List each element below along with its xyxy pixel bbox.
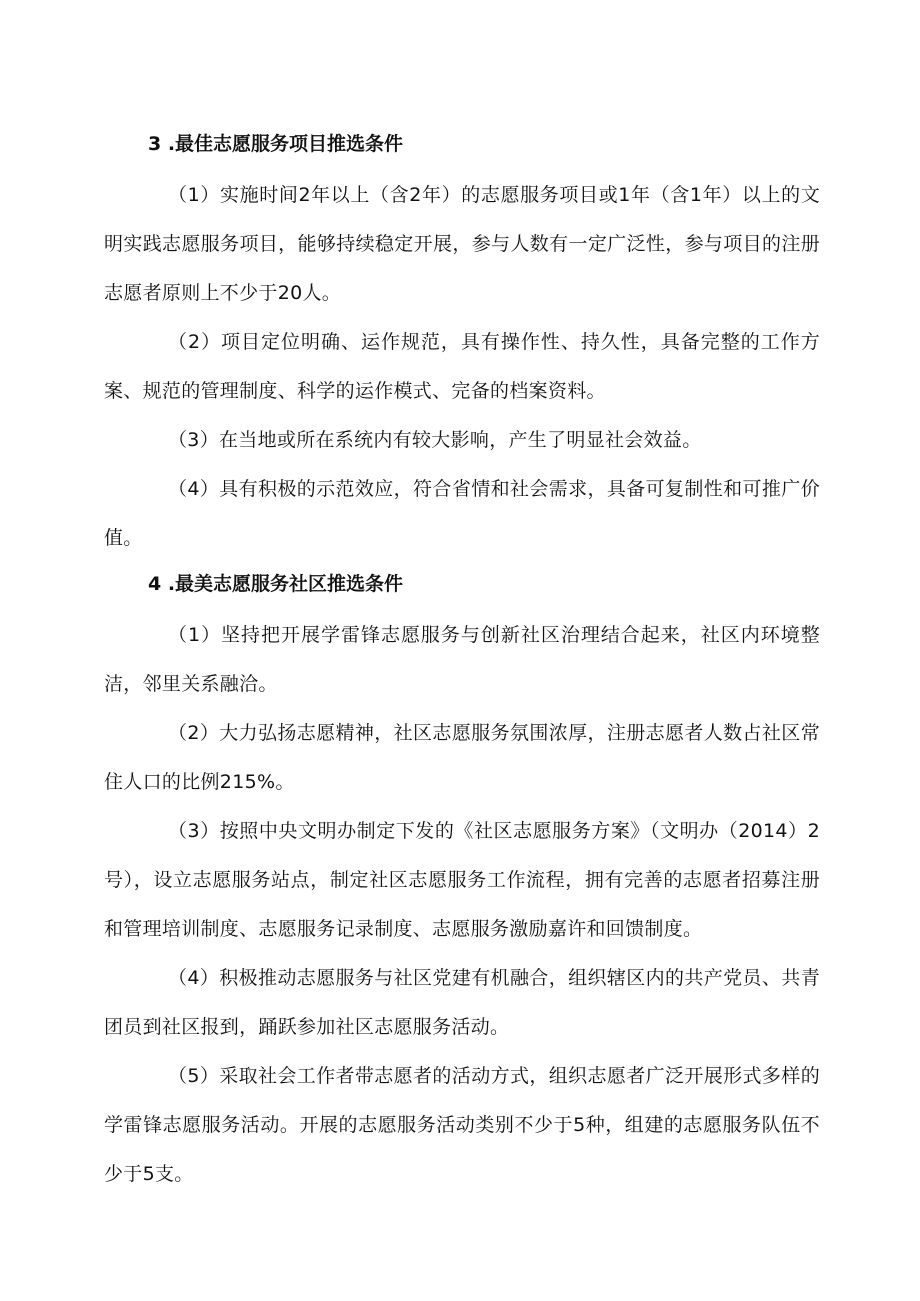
section-3-item-2: （2）项目定位明确、运作规范，具有操作性、持久性，具备完整的工作方案、规范的管理制度、科学的运作模式、完备的档案资料。 (104, 331, 820, 402)
section-3-item-3: （3）在当地或所在系统内有较大影响，产生了明显社会效益。 (168, 429, 702, 451)
section-4-item-2: （2）大力弘扬志愿精神，社区志愿服务氛围浓厚，注册志愿者人数占社区常住人口的比例215%。 (104, 722, 820, 793)
section-4-item-4: （4）积极推动志愿服务与社区党建有机融合，组织辖区内的共产党员、共青团员到社区报到，踊跃参加社区志愿服务活动。 (104, 967, 820, 1038)
section-4-item-1: （1）坚持把开展学雷锋志愿服务与创新社区治理结合起来，社区内环境整洁，邻里关系融洽。 (104, 624, 820, 695)
section-4-heading: 4 .最美志愿服务社区推选条件 (148, 573, 404, 595)
section-4-item-5: （5）采取社会工作者带志愿者的活动方式，组织志愿者广泛开展形式多样的学雷锋志愿服务活动。开展的志愿服务活动类别不少于5种，组建的志愿服务队伍不少于5支。 (104, 1065, 820, 1185)
section-3-item-1: （1）实施时间2年以上（含2年）的志愿服务项目或1年（含1年）以上的文明实践志愿服务项目，能够持续稳定开展，参与人数有一定广泛性，参与项目的注册志愿者原则上不少于20人。 (104, 184, 820, 304)
section-3-heading: 3 .最佳志愿服务项目推选条件 (148, 133, 404, 155)
section-4-item-3: （3）按照中央文明办制定下发的《社区志愿服务方案》（文明办（2014）2号），设立志愿服务站点，制定社区志愿服务工作流程，拥有完善的志愿者招募注册和管理培训制度、志愿服务记录制度、志愿服务激励嘉许和回馈制度。 (104, 820, 820, 940)
section-3-item-4: （4）具有积极的示范效应，符合省情和社会需求，具备可复制性和可推广价值。 (104, 478, 820, 549)
